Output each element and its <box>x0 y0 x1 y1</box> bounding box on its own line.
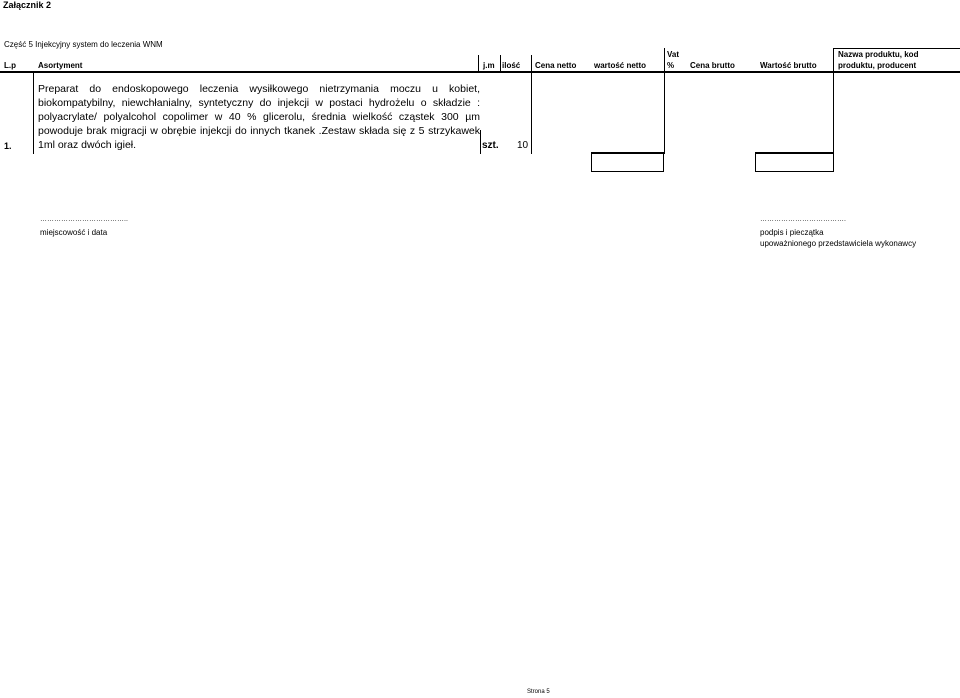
signature-label: podpis i pieczątka <box>760 228 824 237</box>
section-title: Część 5 Injekcyjny system do leczenia WNM <box>4 40 163 49</box>
header-lp: L.p <box>4 61 16 70</box>
row-lp: 1. <box>4 141 12 151</box>
document-title: Załącznik 2 <box>3 0 52 10</box>
header-unit: j.m <box>483 61 495 70</box>
place-date-dots: ……………………………….. <box>40 216 128 223</box>
header-gross-value: Wartość brutto <box>760 61 817 70</box>
header-product-line1: Nazwa produktu, kod <box>838 50 919 59</box>
header-net-price: Cena netto <box>535 61 577 70</box>
page-number: Strona 5 <box>527 689 550 695</box>
header-net-value: wartość netto <box>594 61 647 70</box>
signature-dots: ………………………………. <box>760 216 846 223</box>
header-vat-line1: Vat <box>667 50 680 59</box>
place-date-label: miejscowość i data <box>40 228 108 237</box>
header-product-line2: produktu, producent <box>838 61 917 70</box>
header-vat-line2: % <box>667 61 675 70</box>
header-gross-price: Cena brutto <box>690 61 735 70</box>
header-assortment: Asortyment <box>38 61 83 70</box>
representative-label: upoważnionego przedstawiciela wykonawcy <box>760 239 917 248</box>
row-unit: szt. <box>482 140 499 151</box>
header-quantity: ilość <box>502 61 521 70</box>
row-quantity: 10 <box>517 140 529 151</box>
row-description: Preparat do endoskopowego leczenia wysiłkowego nietrzymania moczu u kobiet, biokompatybilny, niewchłanialny, syntetyczny do injekcji w postaci hydrożelu o składzie : polyacrylate/ polyalcohol copolimer w 40 % glicerolu, średnia wielkość cząstek 300 µm powoduje brak migracji w obrębie injekcji do innych tkanek .Zestaw składa się z 5 strzykawek 1ml oraz dwóch igieł. <box>38 83 480 152</box>
